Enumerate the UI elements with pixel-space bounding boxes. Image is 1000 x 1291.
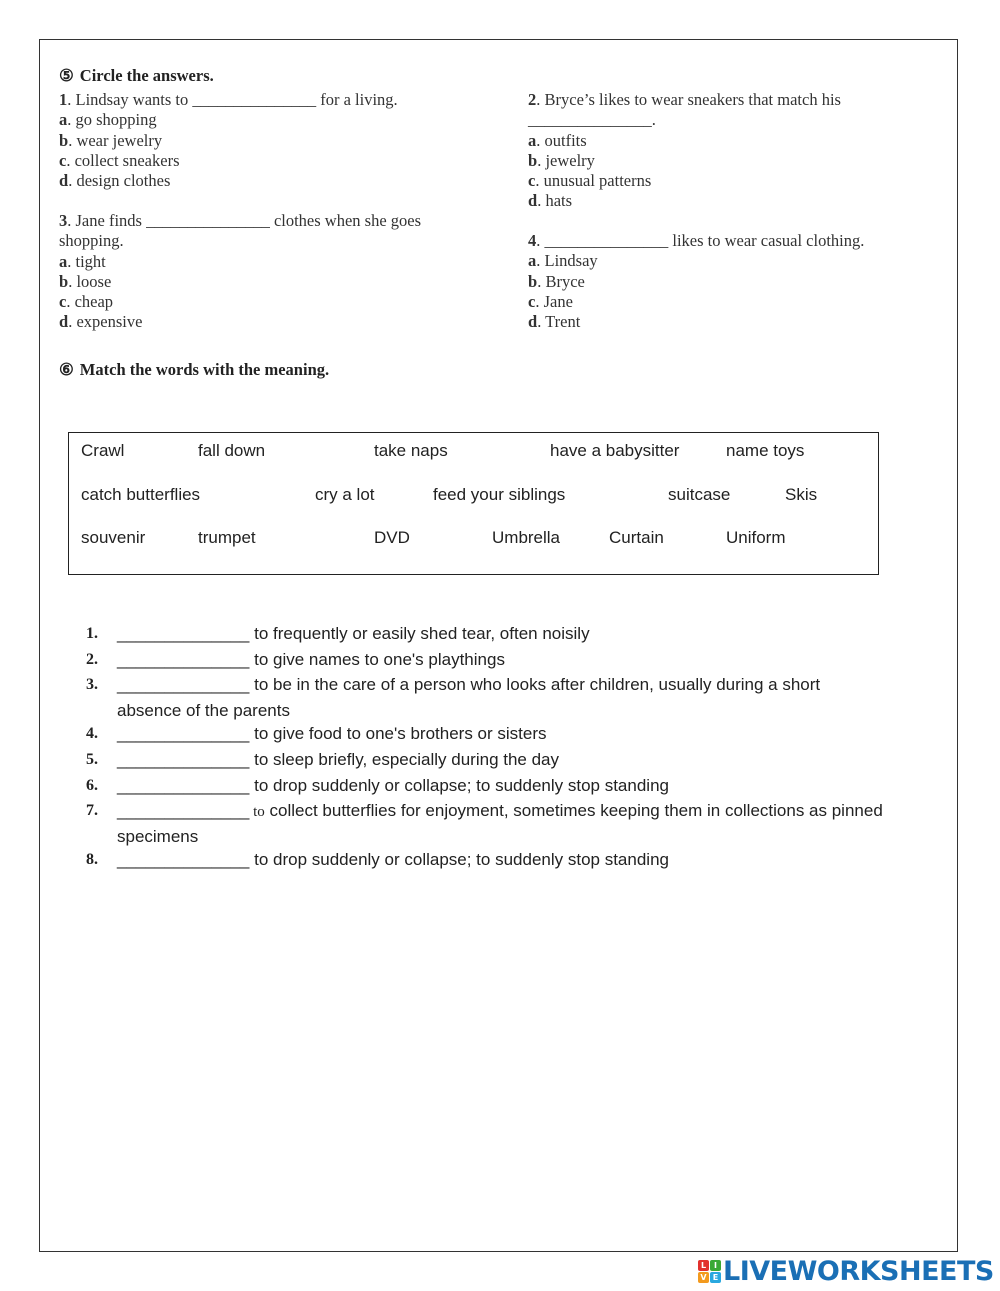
option-a[interactable]: a. Lindsay bbox=[528, 251, 598, 271]
section-5-heading bbox=[59, 66, 214, 86]
section-6-title: Match the words with the meaning. bbox=[79, 360, 330, 379]
definition-number: 4. bbox=[86, 725, 98, 743]
definition-row bbox=[86, 648, 946, 674]
option-b[interactable]: b. Bryce bbox=[528, 271, 585, 291]
word-bank-item[interactable]: Uniform bbox=[726, 528, 786, 547]
definition-text: to drop suddenly or collapse; to suddenly stop standing bbox=[249, 850, 669, 870]
definition-number: 3. bbox=[86, 676, 98, 694]
option-b[interactable]: b. wear jewelry bbox=[59, 130, 163, 150]
definition-number: 5. bbox=[86, 750, 98, 768]
option-d[interactable]: d. hats bbox=[528, 191, 573, 211]
definition-text-cont: specimens bbox=[117, 826, 199, 846]
definition-row bbox=[86, 722, 946, 748]
question-3 bbox=[59, 211, 421, 333]
answer-blank[interactable]: ______________ bbox=[117, 649, 250, 669]
option-c[interactable]: c. Jane bbox=[528, 291, 573, 311]
word-bank-item[interactable]: Curtain bbox=[609, 528, 664, 547]
definition-number: 8. bbox=[86, 851, 98, 869]
definition-row bbox=[86, 622, 946, 648]
section-5-title: Circle the answers. bbox=[79, 66, 214, 85]
section-5-number: ⑤ bbox=[59, 66, 74, 85]
question-1 bbox=[59, 90, 398, 191]
word-bank-item[interactable]: DVD bbox=[374, 528, 410, 547]
definition-row bbox=[86, 774, 946, 800]
word-bank-item[interactable]: suitcase bbox=[668, 485, 731, 504]
option-d[interactable]: d. expensive bbox=[59, 312, 143, 332]
definition-text: to give names to one's playthings bbox=[249, 649, 505, 669]
definition-list bbox=[86, 622, 946, 874]
definition-text: to sleep briefly, especially during the day bbox=[249, 749, 560, 769]
definition-text: collect butterflies for enjoyment, sometimes keeping them in collections as pinned bbox=[264, 801, 883, 821]
question-4-stem: 4. _______________ likes to wear casual clothing. bbox=[528, 231, 865, 250]
definition-number: 2. bbox=[86, 650, 98, 668]
word-bank-item[interactable]: fall down bbox=[198, 441, 266, 460]
option-d[interactable]: d. design clothes bbox=[59, 171, 171, 191]
definition-text-cont: absence of the parents bbox=[117, 700, 290, 720]
liveworksheets-logo[interactable] bbox=[698, 1256, 994, 1286]
definition-row bbox=[86, 848, 946, 874]
definition-number: 7. bbox=[86, 802, 98, 820]
question-2-stem: 2. Bryce’s likes to wear sneakers that match his bbox=[528, 90, 841, 109]
word-bank-item[interactable]: trumpet bbox=[198, 528, 256, 547]
definition-number: 1. bbox=[86, 625, 98, 642]
word-bank-item[interactable]: take naps bbox=[374, 441, 448, 460]
definition-text: to drop suddenly or collapse; to suddenly stop standing bbox=[249, 775, 669, 795]
answer-blank[interactable]: ______________ bbox=[117, 724, 250, 744]
question-3-stem-cont: shopping. bbox=[59, 231, 124, 251]
section-6-number: ⑥ bbox=[59, 360, 74, 379]
option-b[interactable]: b. jewelry bbox=[528, 150, 595, 170]
option-a[interactable]: a. outfits bbox=[528, 130, 587, 150]
definition-row bbox=[86, 748, 946, 774]
word-bank-item[interactable]: have a babysitter bbox=[550, 441, 680, 460]
logo-text: LIVEWORKSHEETS bbox=[723, 1255, 994, 1287]
option-b[interactable]: b. loose bbox=[59, 271, 112, 291]
option-c[interactable]: c. cheap bbox=[59, 292, 114, 312]
answer-blank[interactable]: ______________ bbox=[117, 624, 250, 643]
word-bank-item[interactable]: catch butterflies bbox=[81, 485, 201, 504]
definition-text: to be in the care of a person who looks after children, usually during a short bbox=[249, 675, 821, 695]
answer-blank[interactable]: ______________ bbox=[117, 775, 250, 795]
question-3-stem: 3. Jane finds _______________ clothes when she goes bbox=[59, 211, 422, 230]
answer-blank[interactable]: ______________ bbox=[117, 850, 250, 870]
option-c[interactable]: c. unusual patterns bbox=[528, 171, 652, 191]
word-bank-item[interactable]: Umbrella bbox=[492, 528, 561, 547]
answer-blank[interactable]: ______________ bbox=[117, 749, 250, 769]
word-bank-item[interactable]: feed your siblings bbox=[433, 485, 566, 504]
question-2-stem-cont: _______________. bbox=[528, 110, 656, 130]
word-bank-item[interactable]: Crawl bbox=[81, 441, 125, 460]
option-c[interactable]: c. collect sneakers bbox=[59, 150, 180, 170]
question-4 bbox=[528, 231, 864, 332]
answer-blank[interactable]: ______________ bbox=[117, 675, 250, 695]
word-bank-item[interactable]: cry a lot bbox=[315, 485, 375, 504]
option-a[interactable]: a. tight bbox=[59, 251, 106, 271]
word-bank bbox=[68, 432, 879, 575]
definition-text: to give food to one's brothers or sisters bbox=[249, 724, 547, 744]
word-bank-item[interactable]: Skis bbox=[785, 485, 818, 504]
definition-row bbox=[86, 673, 946, 722]
logo-blocks-icon: L I V E bbox=[698, 1260, 721, 1283]
word-bank-item[interactable]: name toys bbox=[726, 441, 805, 460]
definition-number: 6. bbox=[86, 776, 98, 794]
definition-row: 7. ______________ to collect butterflies for enjoyment, sometimes keeping them in collections as pinned specimens bbox=[86, 801, 883, 846]
word-bank-item[interactable]: souvenir bbox=[81, 528, 146, 547]
answer-blank[interactable]: ______________ bbox=[117, 801, 250, 821]
question-1-stem: 1. Lindsay wants to _______________ for a living. bbox=[59, 90, 398, 109]
option-d[interactable]: d. Trent bbox=[528, 312, 581, 332]
option-a[interactable]: a. go shopping bbox=[59, 110, 157, 130]
question-2 bbox=[528, 90, 841, 212]
definition-text: to frequently or easily shed tear, often noisily bbox=[249, 624, 590, 643]
section-6-heading bbox=[59, 360, 329, 380]
